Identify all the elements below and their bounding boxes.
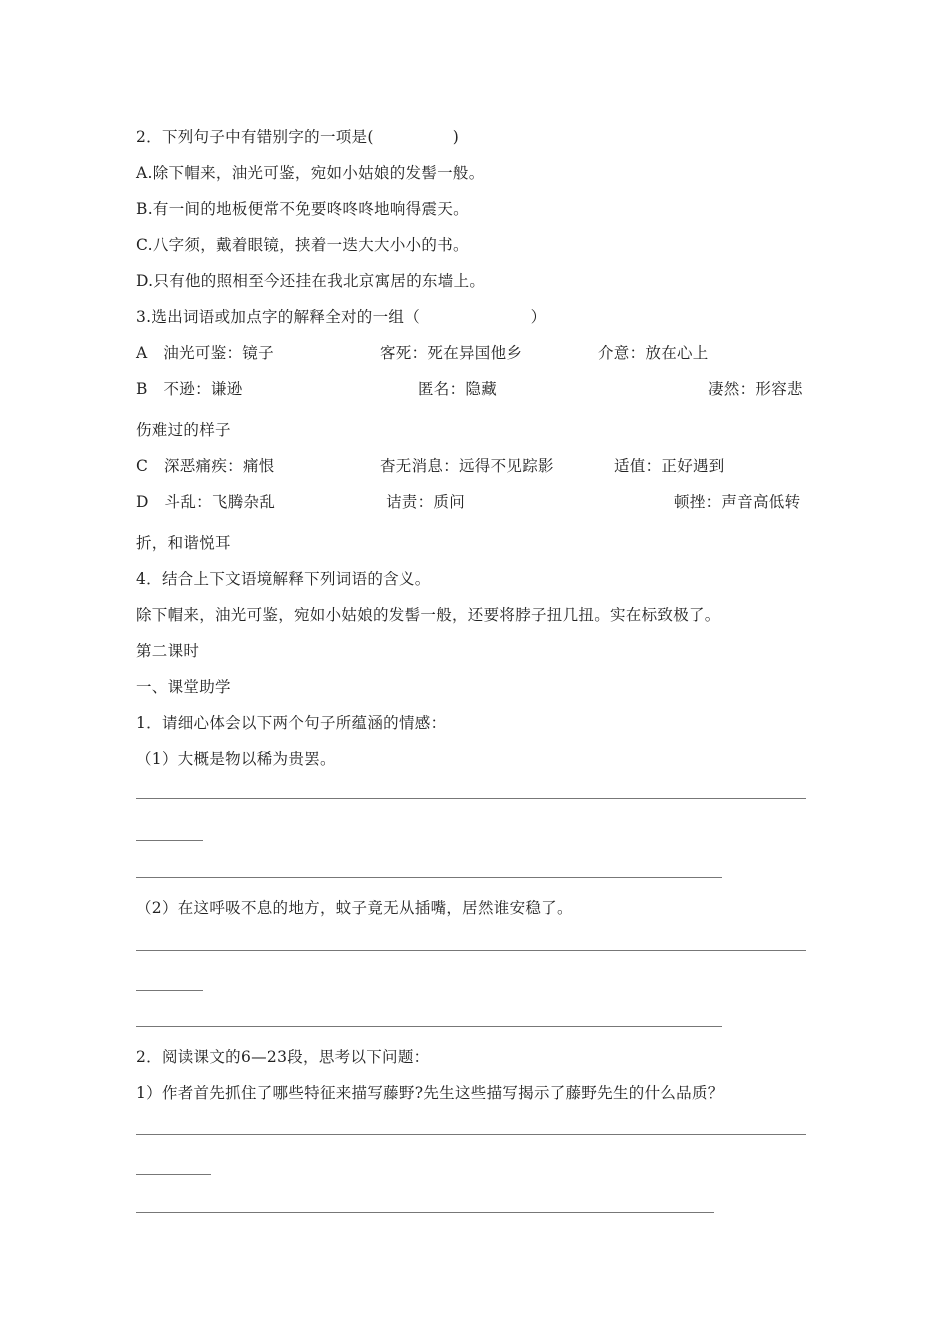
q2-option-a: A.除下帽来，油光可鉴，宛如小姑娘的发髻一般。 — [136, 164, 485, 182]
q3-row-c-item2: 杳无消息：远得不见踪影 — [380, 457, 554, 475]
q3-row-a-item1: A 油光可鉴：镜子 — [136, 344, 274, 362]
lesson2-q2-sub1: 1）作者首先抓住了哪些特征来描写藤野?先生这些描写揭示了藤野先生的什么品质？ — [136, 1084, 724, 1102]
q3-row-c-item1: C 深恶痛疾：痛恨 — [136, 457, 275, 475]
q3-row-c-item3: 适值：正好遇到 — [614, 457, 725, 475]
answer-line[interactable] — [136, 798, 806, 799]
lesson2-title: 第二课时 — [136, 642, 200, 660]
q2-option-d: D.只有他的照相至今还挂在我北京寓居的东墙上。 — [136, 272, 486, 290]
q3-row-d-item3: 顿挫：声音高低转 — [674, 493, 801, 511]
answer-line[interactable] — [136, 1026, 722, 1027]
q3-row-a-item2: 客死：死在异国他乡 — [380, 344, 523, 362]
answer-line[interactable] — [136, 1174, 211, 1175]
q3-stem: 3.选出词语或加点字的解释全对的一组（ ） — [136, 308, 547, 326]
answer-line[interactable] — [136, 990, 203, 991]
lesson2-q2: 2．阅读课文的6—23段，思考以下问题： — [136, 1048, 430, 1066]
q3-row-a-item3: 介意：放在心上 — [598, 344, 709, 362]
q4-stem: 4．结合上下文语境解释下列词语的含义。 — [136, 570, 431, 588]
answer-line[interactable] — [136, 877, 722, 878]
answer-line[interactable] — [136, 1212, 714, 1213]
q3-row-b-item3: 凄然：形容悲 — [708, 380, 803, 398]
answer-line[interactable] — [136, 950, 806, 951]
q2-stem: 2．下列句子中有错别字的一项是( ) — [136, 128, 460, 146]
section-heading: 一、课堂助学 — [136, 678, 231, 696]
q2-option-b: B.有一间的地板便常不免要咚咚咚地响得震天。 — [136, 200, 469, 218]
sentence-2: （2）在这呼吸不息的地方，蚊子竟无从插嘴，居然谁安稳了。 — [136, 899, 573, 917]
q2-option-c: C.八字须，戴着眼镜，挟着一迭大大小小的书。 — [136, 236, 469, 254]
q3-row-b-item1: B 不逊：谦逊 — [136, 380, 243, 398]
q3-row-d-item2: 诘责：质问 — [386, 493, 466, 511]
sentence-1: （1）大概是物以稀为贵罢。 — [136, 750, 336, 768]
answer-line[interactable] — [136, 1134, 806, 1135]
q3-row-d-item1: D 斗乱：飞腾杂乱 — [136, 493, 276, 511]
q4-text: 除下帽来，油光可鉴，宛如小姑娘的发髻一般，还要将脖子扭几扭。实在标致极了。 — [136, 606, 721, 624]
lesson2-q1: 1．请细心体会以下两个句子所蕴涵的情感： — [136, 714, 447, 732]
q3-row-d-continuation: 折，和谐悦耳 — [136, 534, 231, 552]
q3-row-b-continuation: 伤难过的样子 — [136, 421, 231, 439]
q3-row-b-item2: 匿名：隐藏 — [418, 380, 498, 398]
answer-line[interactable] — [136, 840, 203, 841]
